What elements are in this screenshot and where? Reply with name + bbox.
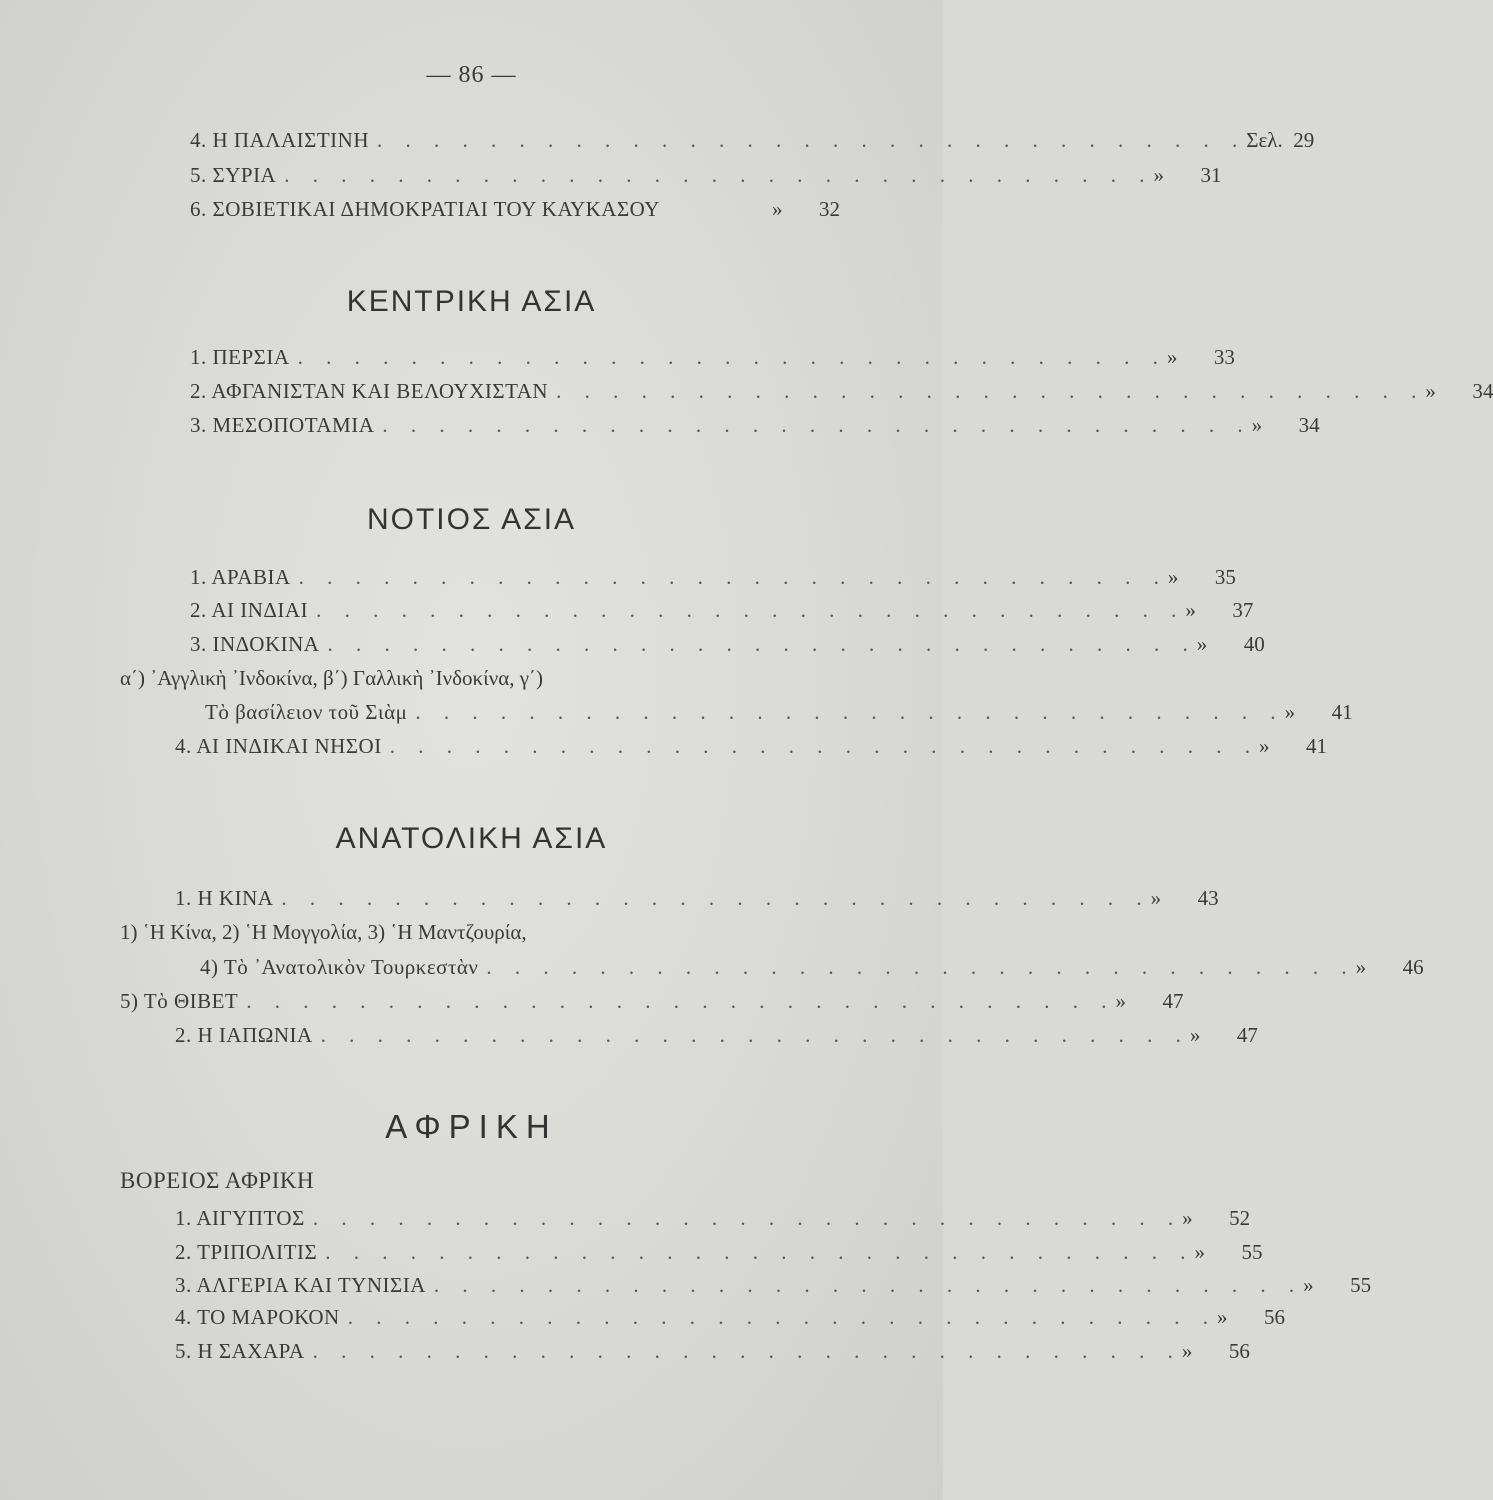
toc-entry [190, 379, 1493, 409]
entry-label: 1. ΑΡΑΒΙΑ [190, 565, 291, 589]
toc-entry [190, 345, 1235, 375]
toc-entry [175, 1339, 1250, 1369]
toc-entry [175, 1273, 1372, 1303]
page-prefix: » [1182, 1206, 1193, 1230]
entry-label: 4. ΤΟ ΜΑΡΟΚΟΝ [175, 1305, 340, 1329]
page-ref: 55 [1241, 1240, 1263, 1264]
leader-dots: . . . . . . . . . . . . . . . . . . . . . . . . . . . . . . . [281, 886, 1151, 910]
leader-dots: . . . . . . . . . . . . . . . . . . . . . . . . . . . . . . . [312, 1206, 1183, 1230]
entry-label: 3. ΑΛΓΕΡΙΑ ΚΑΙ ΤΥΝΙΣΙΑ [175, 1273, 426, 1297]
page-prefix: » [1251, 413, 1263, 437]
toc-entry [190, 128, 1315, 158]
page-prefix: » [1196, 632, 1208, 656]
entry-label: 2. ΑΙ ΙΝΔΙΑΙ [190, 598, 309, 622]
page-prefix: » [1153, 163, 1164, 187]
page-prefix: » [1284, 700, 1296, 724]
leader-dots: . . . . . . . . . . . . . . . . . . . . . . . . . . . . . . . [320, 1023, 1190, 1047]
subentry-note: α΄) ᾿Αγγλικὴ ᾿Ινδοκίνα, β΄) Γαλλικὴ ᾿Ινδοκίνα, γ΄) [120, 666, 544, 690]
toc-entry [175, 734, 1327, 764]
toc-entry [190, 565, 1236, 595]
entry-label: 4. Η ΠΑΛΑΙΣΤΙΝΗ [190, 128, 370, 152]
leader-dots: . . . . . . . . . . . . . . . . . . . . . . . . . . . . . . . [327, 632, 1197, 656]
entry-label: 1. Η ΚΙΝΑ [175, 886, 274, 910]
toc-entry [190, 413, 1320, 443]
entry-label: 5) Τὸ ΘΙΒΕΤ [120, 989, 239, 1013]
toc-entry [190, 598, 1254, 628]
page-prefix: » [1303, 1273, 1314, 1297]
leader-dots: . . . . . . . . . . . . . . . . . . . . . . . . . . . . . . . [389, 734, 1259, 758]
leader-dots: . . . . . . . . . . . . . . . . . . . . . . . . . . . . . . . [556, 379, 1426, 403]
page-ref: 40 [1243, 632, 1265, 656]
leader-dots: . . . . . . . . . . . . . . . . . . . . . . . . . . . . . . . [312, 1339, 1182, 1363]
leader-dots: . . . . . . . . . . . . . . . . . . . . . . . . . . . . . . . [298, 565, 1168, 589]
entry-label: Τὸ βασίλειον τοῦ Σιὰμ [205, 700, 408, 724]
page-ref: 47 [1162, 989, 1184, 1013]
page-prefix: » [772, 197, 783, 221]
page-ref: 37 [1232, 598, 1254, 622]
entry-label: 2. ΤΡΙΠΟΛΙΤΙΣ [175, 1240, 318, 1264]
leader-dots: . . . . . . . . . . . . . . . . . . . . . . . . . . . . . . . [325, 1240, 1195, 1264]
subentry-note: 1) ῾Η Κίνα, 2) ῾Η Μογγολία, 3) ῾Η Μαντζουρία, [120, 920, 527, 944]
leader-dots: . . . . . . . . . . . . . . . . . . . . . . . . . . . . . . . [486, 955, 1356, 979]
toc-entry [175, 1023, 1258, 1053]
page-ref: 41 [1331, 700, 1353, 724]
entry-label: 4. ΑΙ ΙΝΔΙΚΑΙ ΝΗΣΟΙ [175, 734, 382, 758]
page-prefix: » [1167, 565, 1179, 589]
page-prefix: » [1166, 345, 1178, 369]
entry-label: 1. ΑΙΓΥΠΤΟΣ [175, 1206, 305, 1230]
leader-dots: . . . . . . . . . . . . . . . . . . . . . . . . . . . . . . . [347, 1305, 1217, 1329]
toc-entry [200, 955, 1424, 985]
toc-entry [205, 700, 1353, 730]
page-ref: 35 [1214, 565, 1236, 589]
page-prefix: » [1425, 379, 1436, 403]
page-ref: 33 [1213, 345, 1235, 369]
entry-label: 3. ΙΝΔΟΚΙΝΑ [190, 632, 320, 656]
leader-dots: . . . . . . . . . . . . . . . . . . . . . . . . . . . . . . . [284, 163, 1154, 187]
page-ref: 46 [1402, 955, 1424, 979]
leader-dots: . . . . . . . . . . . . . . . . . . . . . . . . . . . . . . . [377, 128, 1247, 152]
page-prefix: » [1189, 1023, 1201, 1047]
page-ref: 52 [1229, 1206, 1251, 1230]
page-ref: 55 [1350, 1273, 1372, 1297]
page-prefix: » [1194, 1240, 1205, 1264]
page-ref: 56 [1263, 1305, 1285, 1329]
toc-entry [175, 1305, 1285, 1335]
section-heading-africa: ΑΦΡΙΚΗ [385, 1108, 558, 1145]
leader-dots: . . . . . . . . . . . . . . . . . . . . . . . . . . . . . . . [246, 989, 1116, 1013]
entry-label: 5. Η ΣΑΧΑΡΑ [175, 1339, 305, 1363]
toc-entry [190, 632, 1265, 662]
toc-entry [190, 163, 1222, 193]
page-ref: 29 [1293, 128, 1315, 152]
page-prefix: » [1185, 598, 1196, 622]
page-prefix: » [1355, 955, 1367, 979]
entry-label: 1. ΠΕΡΣΙΑ [190, 345, 290, 369]
page-prefix: Σελ. [1246, 128, 1283, 152]
page-ref: 34 [1298, 413, 1320, 437]
page-ref: 43 [1197, 886, 1219, 910]
leader-dots: . . . . . . . . . . . . . . . . . . . . . . . . . . . . . . . [382, 413, 1252, 437]
entry-label: 2. Η ΙΑΠΩΝΙΑ [175, 1023, 313, 1047]
page-prefix: » [1258, 734, 1270, 758]
page-prefix: » [1115, 989, 1127, 1013]
section-heading-south-asia: ΝΟΤΙΟΣ ΑΣΙΑ [366, 503, 577, 536]
page-ref: 56 [1228, 1339, 1250, 1363]
section-heading-east-asia: ΑΝΑΤΟΛΙΚΗ ΑΣΙΑ [335, 822, 608, 855]
section-heading-central-asia: ΚΕΝΤΡΙΚΗ ΑΣΙΑ [346, 285, 597, 318]
page-ref: 32 [819, 197, 840, 221]
toc-entry [190, 197, 840, 227]
toc-entry [120, 989, 1184, 1019]
leader-dots: . . . . . . . . . . . . . . . . . . . . . . . . . . . . . . . [433, 1273, 1304, 1297]
entry-label: 6. ΣΟΒΙΕΤΙΚΑΙ ΔΗΜΟΚΡΑΤΙΑΙ ΤΟΥ ΚΑΥΚΑΣΟΥ [190, 197, 660, 221]
page-prefix: » [1216, 1305, 1228, 1329]
page-ref: 47 [1236, 1023, 1258, 1047]
page-prefix: » [1150, 886, 1162, 910]
toc-entry [175, 1206, 1251, 1236]
entry-label: 2. ΑΦΓΑΝΙΣΤΑΝ ΚΑΙ ΒΕΛΟΥΧΙΣΤΑΝ [190, 379, 549, 403]
entry-label: 5. ΣΥΡΙΑ [190, 163, 277, 187]
toc-entry [175, 1240, 1263, 1270]
entry-label: 3. ΜΕΣΟΠΟΤΑΜΙΑ [190, 413, 375, 437]
entry-label: 4) Τὸ ᾿Ανατολικὸν Τουρκεστὰν [200, 955, 479, 979]
page-ref: 31 [1200, 163, 1222, 187]
leader-dots: . . . . . . . . . . . . . . . . . . . . . . . . . . . . . . . [297, 345, 1167, 369]
page-ref: 41 [1305, 734, 1327, 758]
leader-dots: . . . . . . . . . . . . . . . . . . . . . . . . . . . . . . . [316, 598, 1186, 622]
leader-dots: . . . . . . . . . . . . . . . . . . . . . . . . . . . . . . . [415, 700, 1285, 724]
page-prefix: » [1181, 1339, 1193, 1363]
toc-entry [175, 886, 1219, 916]
page-ref: 34 [1472, 379, 1493, 403]
subsection-heading-north-africa: ΒΟΡΕΙΟΣ ΑΦΡΙΚΗ [120, 1168, 315, 1193]
page-number: — 86 — [426, 62, 517, 88]
